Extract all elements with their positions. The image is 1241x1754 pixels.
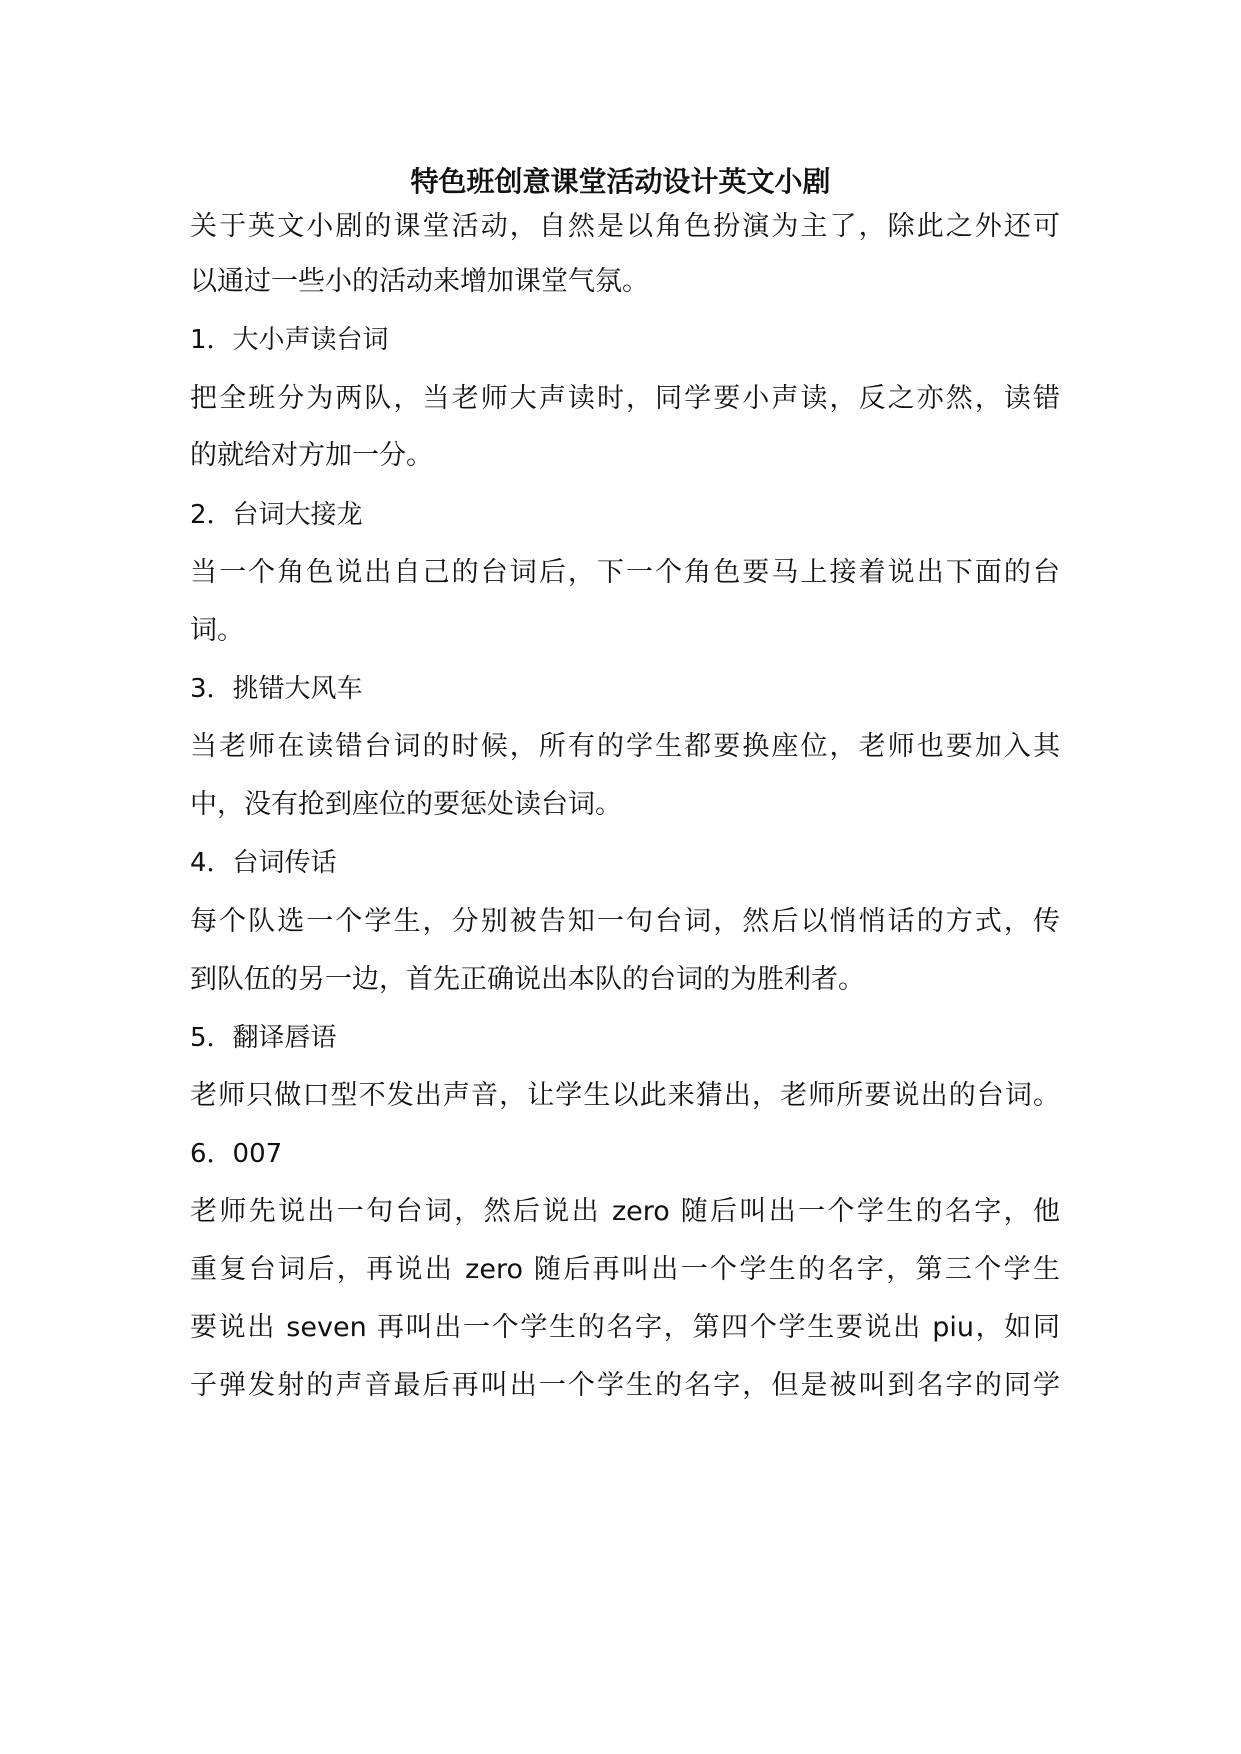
section-heading-5: 5．翻译唇语 xyxy=(190,1023,337,1053)
page-title: 特色班创意课堂活动设计英文小剧 xyxy=(410,165,831,198)
section-2-line-2: 词。 xyxy=(190,615,244,646)
section-heading-6: 6．007 xyxy=(190,1139,283,1169)
section-6-line-4: 子弹发射的声音最后再叫出一个学生的名字，但是被叫到名字的同学 xyxy=(190,1370,1060,1401)
section-6-line-2: 重复台词后，再说出 zero 随后再叫出一个学生的名字，第三个学生 xyxy=(190,1254,1060,1285)
section-2-line-1: 当一个角色说出自己的台词后，下一个角色要马上接着说出下面的台 xyxy=(190,557,1060,588)
section-4-line-2: 到队伍的另一边，首先正确说出本队的台词的为胜利者。 xyxy=(190,964,865,995)
section-4-line-1: 每个队选一个学生，分别被告知一句台词，然后以悄悄话的方式，传 xyxy=(190,906,1060,937)
section-1-line-2: 的就给对方加一分。 xyxy=(190,440,433,471)
section-3-line-1: 当老师在读错台词的时候，所有的学生都要换座位，老师也要加入其 xyxy=(190,731,1060,762)
intro-line-2: 以通过一些小的活动来增加课堂气氛。 xyxy=(190,266,649,297)
section-1-line-1: 把全班分为两队，当老师大声读时，同学要小声读，反之亦然，读错 xyxy=(190,383,1060,414)
intro-line-1: 关于英文小剧的课堂活动，自然是以角色扮演为主了，除此之外还可 xyxy=(190,211,1060,242)
section-heading-2: 2．台词大接龙 xyxy=(190,500,363,530)
section-5-line-1: 老师只做口型不发出声音，让学生以此来猜出，老师所要说出的台词。 xyxy=(190,1080,1060,1111)
section-heading-3: 3．挑错大风车 xyxy=(190,674,363,704)
section-heading-1: 1．大小声读台词 xyxy=(190,325,389,355)
section-6-line-1: 老师先说出一句台词，然后说出 zero 随后叫出一个学生的名字，他 xyxy=(190,1196,1060,1227)
section-heading-4: 4．台词传话 xyxy=(190,848,337,878)
section-6-line-3: 要说出 seven 再叫出一个学生的名字，第四个学生要说出 piu，如同 xyxy=(190,1312,1060,1343)
section-3-line-2: 中，没有抢到座位的要惩处读台词。 xyxy=(190,789,622,820)
